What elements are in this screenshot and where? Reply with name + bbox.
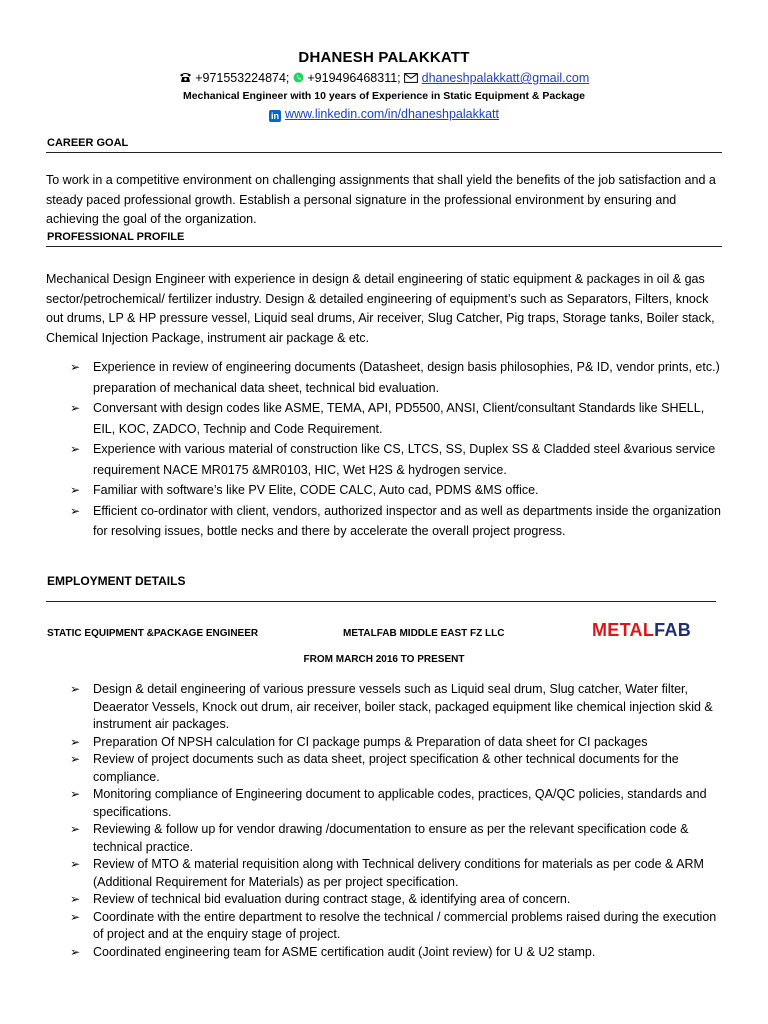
phone-icon xyxy=(179,72,192,86)
arrow-bullet-icon: ➢ xyxy=(70,787,81,801)
arrow-bullet-icon: ➢ xyxy=(70,483,81,497)
list-item: ➢ Preparation Of NPSH calculation for CI package pumps & Preparation of data sheet for CI packages xyxy=(70,734,726,752)
arrow-bullet-icon: ➢ xyxy=(70,442,81,456)
section-divider xyxy=(46,152,722,153)
linkedin-line xyxy=(0,107,768,122)
arrow-bullet-icon: ➢ xyxy=(70,503,81,518)
company-logo: METALFAB xyxy=(592,620,692,640)
linkedin-icon: in xyxy=(270,111,279,121)
list-item: ➢ Efficient co-ordinator with client, vendors, authorized inspector and as well as departments inside the organization for resolving issues, bottle necks and there by accelerate the overall project progress. xyxy=(70,501,726,542)
list-item: ➢ Coordinated engineering team for ASME certification audit (Joint review) for U & U2 stamp. xyxy=(70,944,726,962)
list-item: ➢ Coordinate with the entire department to resolve the technical / commercial problems raised during the execution of project and at the enquiry stage of project. xyxy=(70,909,717,941)
list-item: ➢ Monitoring compliance of Engineering document to applicable codes, practices, QA/QC policies, standards and specifications. xyxy=(70,787,707,819)
arrow-bullet-icon: ➢ xyxy=(70,752,81,766)
arrow-bullet-icon: ➢ xyxy=(70,822,81,836)
phone-number: +971553224874; xyxy=(195,71,290,85)
professional-profile-text: Mechanical Design Engineer with experience in design & detail engineering of static equipment & packages in oil & gas sector/petrochemical/ fertilizer industry. Design & detailed engineering of equipment’s such as Separators, Filters, knock out drums, LP & HP pressure vessel, Liquid seal drums, Air receiver, Slug Catcher, Pig traps, Storage tanks, Boiler stack, Chemical Injection Package, instrument air package & etc. xyxy=(46,272,715,345)
linkedin-link[interactable]: www.linkedin.com/in/dhaneshpalakkatt xyxy=(284,107,499,121)
job-role: STATIC EQUIPMENT &PACKAGE ENGINEER xyxy=(47,628,259,639)
arrow-bullet-icon: ➢ xyxy=(70,401,81,415)
professional-profile-title: PROFESSIONAL PROFILE xyxy=(47,231,185,243)
list-item: ➢ Review of project documents such as data sheet, project specification & other technical documents for the compliance. xyxy=(70,752,679,784)
profile-bullet-list xyxy=(70,357,726,542)
list-item: ➢ Experience with various material of construction like CS, LTCS, SS, Duplex SS & Cladded steel &various service requirement NACE MR0175 &MR0103, HIC, Wet H2S & hydrogen service. xyxy=(70,439,726,480)
arrow-bullet-icon: ➢ xyxy=(70,682,81,696)
arrow-bullet-icon: ➢ xyxy=(70,734,81,749)
contact-line xyxy=(0,71,768,86)
section-divider xyxy=(46,601,716,602)
company-name: METALFAB MIDDLE EAST FZ LLC xyxy=(343,628,505,639)
email-link[interactable]: dhaneshpalakkatt@gmail.com xyxy=(421,71,590,85)
email-icon xyxy=(404,72,418,86)
list-item: ➢ Familiar with software’s like PV Elite, CODE CALC, Auto cad, PDMS &MS office. xyxy=(70,480,726,501)
arrow-bullet-icon: ➢ xyxy=(70,360,81,374)
whatsapp-icon xyxy=(293,72,304,86)
list-item: ➢ Review of MTO & material requisition along with Technical delivery conditions for materials as per code & ARM (Additional Requirement for Materials) as per project specification. xyxy=(70,857,704,889)
employment-period: FROM MARCH 2016 TO PRESENT xyxy=(303,654,465,665)
whatsapp-number: +919496468311; xyxy=(307,71,401,85)
career-goal-title: CAREER GOAL xyxy=(47,137,129,149)
employment-details-title: EMPLOYMENT DETAILS xyxy=(47,574,186,588)
list-item: ➢ Design & detail engineering of various pressure vessels such as Liquid seal drum, Slug catcher, Water filter, Deaerator Vessels, Knock out drum, air receiver, boiler stack, packaged equipment like chemical injection skid & instrument air packages. xyxy=(70,682,713,731)
arrow-bullet-icon: ➢ xyxy=(70,944,81,959)
arrow-bullet-icon: ➢ xyxy=(70,892,81,906)
list-item: ➢ Conversant with design codes like ASME, TEMA, API, PD5500, ANSI, Client/consultant Standards like SHELL, EIL, KOC, ZADCO, Technip and Code Requirement. xyxy=(70,398,726,439)
list-item: ➢ Review of technical bid evaluation during contract stage, & identifying area of concern. xyxy=(70,891,726,909)
list-item: ➢ Experience in review of engineering documents (Datasheet, design basis philosophies, P& ID, vendor prints, etc.) preparation of mechanical data sheet, technical bid evaluation. xyxy=(70,357,726,398)
candidate-name: DHANESH PALAKKATT xyxy=(298,49,470,66)
list-item: ➢ Reviewing & follow up for vendor drawing /documentation to ensure as per the relevant specification code & technical practice. xyxy=(70,822,689,854)
employment-bullet-list xyxy=(70,681,726,961)
section-divider xyxy=(46,246,722,247)
headline: Mechanical Engineer with 10 years of Experience in Static Equipment & Package xyxy=(182,90,586,102)
arrow-bullet-icon: ➢ xyxy=(70,857,81,871)
arrow-bullet-icon: ➢ xyxy=(70,909,81,924)
career-goal-text: To work in a competitive environment on challenging assignments that shall yield the benefits of the job satisfaction and a steady paced professional growth. Establish a personal signature in the professional environment by ensuring and achieving the goal of the organization. xyxy=(46,173,716,226)
